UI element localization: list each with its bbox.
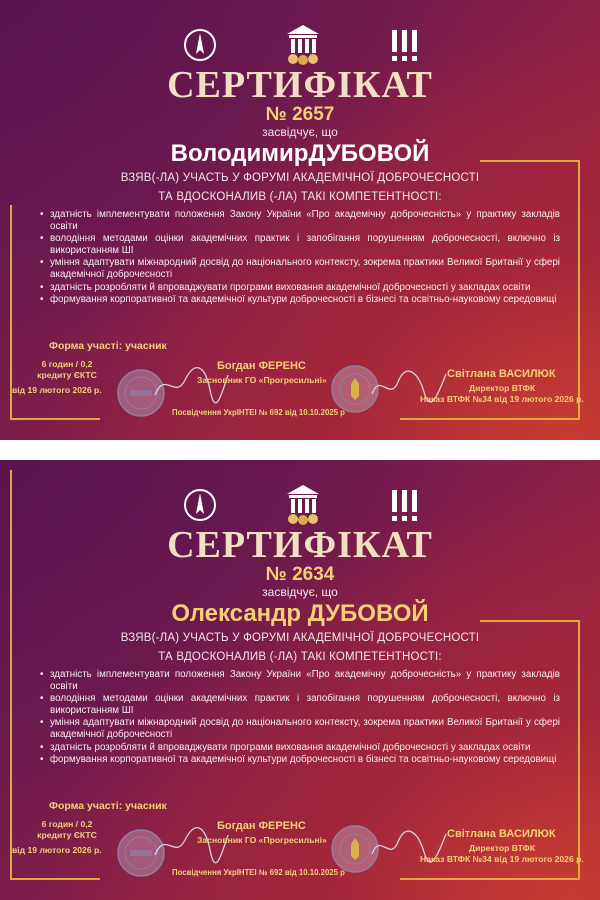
competency-item: • уміння адаптувати міжнародний досвід до національного контексту, зокрема практики Великої Британії у сфері академічної доброчесності bbox=[38, 257, 560, 280]
improved-text: ТА ВДОСКОНАЛИВ (-ЛА) ТАКІ КОМПЕТЕНТНОСТІ: bbox=[158, 651, 442, 663]
competency-item: • володіння методами оцінки академічних практик і запобігання порушенням доброчесності, включно із використанням ШІ bbox=[38, 693, 560, 716]
signer-2-role: Директор ВТФК bbox=[469, 843, 536, 853]
participation-form: Форма участі: учасник bbox=[49, 340, 167, 352]
certificate-2 bbox=[0, 460, 600, 900]
hours-line: 6 годин / 0,2 bbox=[41, 359, 93, 369]
certifies-text: засвідчує, що bbox=[262, 585, 338, 599]
approval-text: Посвідчення УкрІНТЕІ № 692 від 10.10.2025 р bbox=[172, 868, 345, 877]
academy-building-logo-icon bbox=[283, 22, 323, 66]
exclamation-logo-icon bbox=[390, 486, 420, 526]
certificate-title: СЕРТИФІКАТ bbox=[167, 524, 433, 566]
frame-bottom-left-line bbox=[10, 418, 100, 420]
certificate-number: № 2657 bbox=[265, 104, 335, 125]
competency-item: • уміння адаптувати міжнародний досвід до національного контексту, зокрема практики Великої Британії у сфері академічної доброчесності bbox=[38, 717, 560, 740]
recipient-name: Олександр ДУБОВОЙ bbox=[171, 600, 429, 627]
competency-item: • здатність імплементувати положення Закону України «Про академічну доброчесність» у практику закладів освіти bbox=[38, 669, 560, 692]
competency-item: • формування корпоративної та академічної культури доброчесності в бізнесі та освітньо-науковому середовищі bbox=[38, 754, 560, 766]
certificate-number: № 2634 bbox=[265, 564, 335, 585]
competency-item: • володіння методами оцінки академічних практик і запобігання порушенням доброчесності, включно із використанням ШІ bbox=[38, 233, 560, 256]
participation-form: Форма участі: учасник bbox=[49, 800, 167, 812]
signer-2-name: Світлана ВАСИЛЮК bbox=[447, 828, 556, 840]
frame-bottom-right-line bbox=[400, 418, 580, 420]
hours-line: 6 годин / 0,2 bbox=[41, 819, 93, 829]
credits-line: кредиту ЄКТС bbox=[37, 370, 97, 380]
competency-item: • здатність розробляти й впроваджувати програми виховання академічної доброчесності у закладах освіти bbox=[38, 282, 560, 294]
signer-2-order: Наказ ВТФК №34 від 19 лютого 2026 р. bbox=[420, 394, 584, 404]
signer-1-name: Богдан ФЕРЕНС bbox=[217, 820, 306, 832]
ornament-logo-icon bbox=[183, 488, 217, 522]
competency-item: • формування корпоративної та академічної культури доброчесності в бізнесі та освітньо-науковому середовищі bbox=[38, 294, 560, 306]
signer-1-role: Засновник ГО «Прогресильні» bbox=[197, 375, 327, 385]
credits-line: кредиту ЄКТС bbox=[37, 830, 97, 840]
recipient-name: ВолодимирДУБОВОЙ bbox=[170, 140, 430, 167]
improved-text: ТА ВДОСКОНАЛИВ (-ЛА) ТАКІ КОМПЕТЕНТНОСТІ: bbox=[158, 191, 442, 203]
ornament-logo-icon bbox=[183, 28, 217, 62]
competency-item: • здатність розробляти й впроваджувати програми виховання академічної доброчесності у закладах освіти bbox=[38, 742, 560, 754]
competency-item: • здатність імплементувати положення Закону України «Про академічну доброчесність» у практику закладів освіти bbox=[38, 209, 560, 232]
signer-2-order: Наказ ВТФК №34 від 19 лютого 2026 р. bbox=[420, 854, 584, 864]
frame-bottom-left-line bbox=[10, 878, 100, 880]
academy-building-logo-icon bbox=[283, 482, 323, 526]
signer-2-name: Світлана ВАСИЛЮК bbox=[447, 368, 556, 380]
exclamation-logo-icon bbox=[390, 26, 420, 66]
competencies-list bbox=[38, 669, 560, 767]
took-part-text: ВЗЯВ(-ЛА) УЧАСТЬ У ФОРУМІ АКАДЕМІЧНОЇ ДОБРОЧЕСНОСТІ bbox=[120, 172, 480, 184]
signer-1-role: Засновник ГО «Прогресильні» bbox=[197, 835, 327, 845]
signer-1-name: Богдан ФЕРЕНС bbox=[217, 360, 306, 372]
hours-credits bbox=[12, 359, 122, 381]
issue-date: від 19 лютого 2026 р. bbox=[12, 845, 102, 855]
competencies-list bbox=[38, 209, 560, 307]
hours-credits bbox=[12, 819, 122, 841]
frame-bottom-right-line bbox=[400, 878, 580, 880]
issue-date: від 19 лютого 2026 р. bbox=[12, 385, 102, 395]
certificate-1 bbox=[0, 0, 600, 440]
approval-text: Посвідчення УкрІНТЕІ № 692 від 10.10.2025 р bbox=[172, 408, 345, 417]
signer-2-role: Директор ВТФК bbox=[469, 383, 536, 393]
certifies-text: засвідчує, що bbox=[262, 125, 338, 139]
took-part-text: ВЗЯВ(-ЛА) УЧАСТЬ У ФОРУМІ АКАДЕМІЧНОЇ ДОБРОЧЕСНОСТІ bbox=[120, 632, 480, 644]
certificate-title: СЕРТИФІКАТ bbox=[167, 64, 433, 106]
